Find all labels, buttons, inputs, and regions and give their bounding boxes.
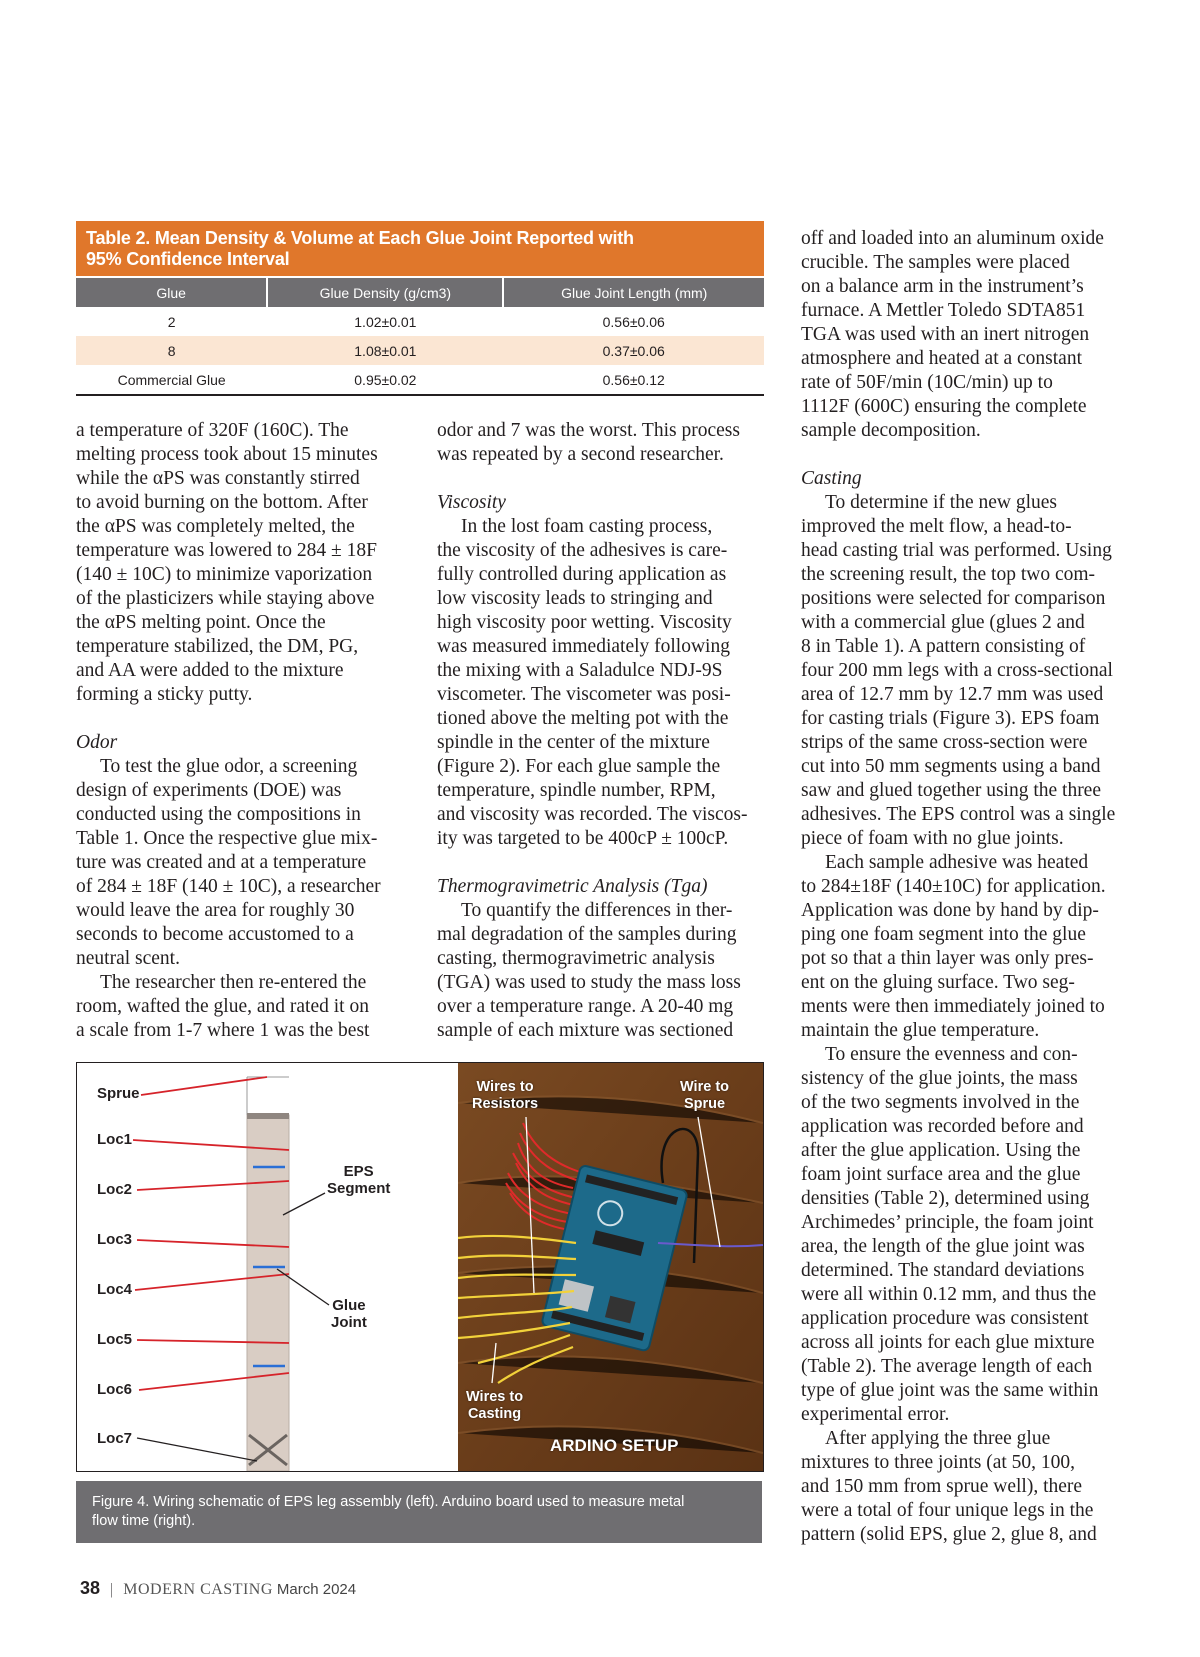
table-cell: Commercial Glue	[76, 365, 267, 395]
text-line: low viscosity leads to stringing and	[437, 588, 713, 609]
paragraph	[801, 227, 1131, 443]
text-line: were all within 0.12 mm, and thus the	[801, 1284, 1097, 1305]
text-line: rate of 50F/min (10C/min) up to	[801, 372, 1053, 393]
photo-title: ARDINO SETUP	[550, 1436, 679, 1455]
text-line: across all joints for each glue mixture	[801, 1332, 1095, 1353]
text-line: 1112F (600C) ensuring the complete	[801, 396, 1087, 417]
text-line: sample decomposition.	[801, 420, 981, 441]
table-cell: 8	[76, 336, 267, 365]
magazine-name: MODERN CASTING	[123, 1581, 273, 1598]
eps-segment-label: EPS Segment	[327, 1163, 391, 1197]
text-line: After applying the three glue	[825, 1428, 1051, 1449]
loc-label: Loc5	[97, 1331, 133, 1348]
text-line: To ensure the evenness and con-	[825, 1044, 1078, 1065]
paragraph	[801, 851, 1131, 1043]
text-line: conducted using the compositions in	[76, 804, 361, 825]
text-line: and AA were added to the mixture	[76, 660, 344, 681]
paragraph	[437, 515, 767, 851]
text-line: melting process took about 15 minutes	[76, 444, 378, 465]
text-line: 8 in Table 1). A pattern consisting of	[801, 636, 1086, 657]
wiring-schematic	[77, 1063, 457, 1471]
text-line: the αPS was completely melted, the	[76, 516, 355, 537]
text-line: temperature, spindle number, RPM,	[437, 780, 716, 801]
body-column-2	[437, 419, 767, 1043]
text-line: for casting trials (Figure 3). EPS foam	[801, 708, 1100, 729]
section-heading-viscosity: Viscosity	[437, 492, 506, 513]
text-line: head casting trial was performed. Using	[801, 540, 1112, 561]
text-line: TGA was used with an inert nitrogen	[801, 324, 1090, 345]
loc-label: Loc7	[97, 1430, 133, 1447]
table-title: Table 2. Mean Density & Volume at Each Glue Joint Reported with 95% Confidence Interval	[76, 221, 764, 276]
glue-joint-label: Glue Joint	[331, 1297, 367, 1331]
text-line: after the glue application. Using the	[801, 1140, 1081, 1161]
text-line: To quantify the differences in ther-	[461, 900, 733, 921]
table-row	[76, 365, 764, 395]
arduino-photo	[458, 1063, 763, 1471]
text-line: Each sample adhesive was heated	[825, 852, 1089, 873]
table-cell: 0.37±0.06	[503, 336, 764, 365]
section-heading-tga: Thermogravimetric Analysis (Tga)	[437, 876, 708, 897]
text-line: odor and 7 was the worst. This process	[437, 420, 740, 441]
photo-label-casting: Wires to Casting	[466, 1389, 524, 1422]
text-line: (Figure 2). For each glue sample the	[437, 756, 721, 777]
text-line: area of 12.7 mm by 12.7 mm was used	[801, 684, 1104, 705]
text-line: application was recorded before and	[801, 1116, 1084, 1137]
text-line: furnace. A Mettler Toledo SDTA851	[801, 300, 1086, 321]
figure-caption: Figure 4. Wiring schematic of EPS leg assembly (left). Arduino board used to measure metal flow time (right).	[76, 1481, 762, 1543]
body-column-1	[76, 419, 406, 1043]
text-line: ments were then immediately joined to	[801, 996, 1105, 1017]
text-line: to avoid burning on the bottom. After	[76, 492, 368, 513]
loc-label: Loc3	[97, 1231, 133, 1248]
text-line: (TGA) was used to study the mass loss	[437, 972, 741, 993]
text-line: densities (Table 2), determined using	[801, 1188, 1090, 1209]
text-line: area, the length of the glue joint was	[801, 1236, 1085, 1257]
text-line: was repeated by a second researcher.	[437, 444, 724, 465]
paragraph	[76, 755, 406, 971]
page-footer	[80, 1578, 356, 1599]
text-line: type of glue joint was the same within	[801, 1380, 1099, 1401]
table-cell: 1.02±0.01	[354, 313, 417, 330]
paragraph	[801, 491, 1131, 851]
text-line: application procedure was consistent	[801, 1308, 1089, 1329]
table-cell: 0.56±0.12	[503, 365, 764, 395]
eps-foam-strip	[247, 1115, 289, 1471]
text-line: would leave the area for roughly 30	[76, 900, 355, 921]
paragraph	[437, 419, 767, 467]
text-line: design of experiments (DOE) was	[76, 780, 342, 801]
text-line: mal degradation of the samples during	[437, 924, 737, 945]
table-cell: 0.95±0.02	[267, 365, 503, 395]
text-line: To test the glue odor, a screening	[100, 756, 358, 777]
table-cell: 1.08±0.01	[267, 336, 503, 365]
schematic-graphic	[77, 1063, 457, 1471]
text-line: pot so that a thin layer was only pres-	[801, 948, 1094, 969]
paragraph	[437, 899, 767, 1043]
text-line: forming a sticky putty.	[76, 684, 253, 705]
loc-label: Loc6	[97, 1381, 133, 1398]
text-line: sample of each mixture was sectioned	[437, 1020, 734, 1041]
text-line: and 150 mm from sprue well), there	[801, 1476, 1083, 1497]
loc-label-sprue: Sprue	[97, 1085, 140, 1102]
photo-label-resistors: Wires to Resistors	[472, 1079, 539, 1112]
text-line: a scale from 1-7 where 1 was the best	[76, 1020, 370, 1041]
table-row	[76, 336, 764, 365]
text-line: mixtures to three joints (at 50, 100,	[801, 1452, 1076, 1473]
text-line: four 200 mm legs with a cross-sectional	[801, 660, 1113, 681]
text-line: temperature was lowered to 284 ± 18F	[76, 540, 377, 561]
text-line: Archimedes’ principle, the foam joint	[801, 1212, 1094, 1233]
text-line: on a balance arm in the instrument’s	[801, 276, 1084, 297]
text-line: room, wafted the glue, and rated it on	[76, 996, 369, 1017]
paragraph	[76, 971, 406, 1043]
text-line: strips of the same cross-section were	[801, 732, 1088, 753]
text-line: the αPS melting point. Once the	[76, 612, 326, 633]
text-line: Application was done by hand by dip-	[801, 900, 1099, 921]
text-line: the mixing with a Saladulce NDJ-9S	[437, 660, 723, 681]
text-line: were a total of four unique legs in the	[801, 1500, 1094, 1521]
text-line: To determine if the new glues	[825, 492, 1058, 513]
issue-date: March 2024	[276, 1581, 357, 1598]
text-line: the viscosity of the adhesives is care-	[437, 540, 728, 561]
text-line: improved the melt flow, a head-to-	[801, 516, 1072, 537]
text-line: was measured immediately following	[437, 636, 730, 657]
text-line: In the lost foam casting process,	[461, 516, 713, 537]
text-line: off and loaded into an aluminum oxide	[801, 228, 1104, 249]
text-line: crucible. The samples were placed	[801, 252, 1070, 273]
table-2	[76, 221, 764, 396]
text-line: of 284 ± 18F (140 ± 10C), a researcher	[76, 876, 381, 897]
text-line: foam joint surface area and the glue	[801, 1164, 1081, 1185]
text-line: atmosphere and heated at a constant	[801, 348, 1083, 369]
paragraph	[76, 419, 406, 707]
text-line: of the plasticizers while staying above	[76, 588, 375, 609]
text-line: sistency of the glue joints, the mass	[801, 1068, 1078, 1089]
text-line: ture was created and at a temperature	[76, 852, 367, 873]
text-line: ity was targeted to be 400cP ± 100cP.	[437, 828, 729, 849]
loc-label: Loc4	[97, 1281, 133, 1298]
body-column-3	[801, 227, 1131, 1547]
text-line: viscometer. The viscometer was posi-	[437, 684, 731, 705]
section-heading-odor: Odor	[76, 732, 118, 753]
figure-4	[76, 1062, 764, 1472]
text-line: saw and glued together using the three	[801, 780, 1101, 801]
text-line: of the two segments involved in the	[801, 1092, 1080, 1113]
text-line: piece of foam with no glue joints.	[801, 828, 1064, 849]
table-row	[76, 307, 764, 336]
text-line: ping one foam segment into the glue	[801, 924, 1086, 945]
text-line: positions were selected for comparison	[801, 588, 1106, 609]
text-line: with a commercial glue (glues 2 and	[801, 612, 1085, 633]
text-line: ent on the gluing surface. Two seg-	[801, 972, 1075, 993]
table-header-cell: Glue Density (g/cm3)	[267, 277, 503, 307]
table-header-row	[76, 277, 764, 307]
text-line: adhesives. The EPS control was a single	[801, 804, 1116, 825]
text-line: neutral scent.	[76, 948, 180, 969]
page-number: 38	[80, 1578, 101, 1598]
table-cell: 2	[167, 313, 176, 330]
table-header-cell: Glue	[76, 277, 267, 307]
text-line: the screening result, the top two com-	[801, 564, 1096, 585]
text-line: pattern (solid EPS, glue 2, glue 8, and	[801, 1524, 1097, 1545]
text-line: (Table 2). The average length of each	[801, 1356, 1093, 1377]
text-line: maintain the glue temperature.	[801, 1020, 1040, 1041]
text-line: spindle in the center of the mixture	[437, 732, 710, 753]
paragraph	[801, 1427, 1131, 1547]
text-line: while the αPS was constantly stirred	[76, 468, 360, 489]
text-line: tioned above the melting pot with the	[437, 708, 729, 729]
density-table	[76, 276, 764, 396]
text-line: high viscosity poor wetting. Viscosity	[437, 612, 732, 633]
text-line: a temperature of 320F (160C). The	[76, 420, 349, 441]
text-line: and viscosity was recorded. The viscos-	[437, 804, 748, 825]
text-line: (140 ± 10C) to minimize vaporization	[76, 564, 373, 585]
text-line: casting, thermogravimetric analysis	[437, 948, 715, 969]
text-line: temperature stabilized, the DM, PG,	[76, 636, 359, 657]
footer-separator: |	[110, 1581, 114, 1598]
section-heading-casting: Casting	[801, 468, 862, 489]
text-line: seconds to become accustomed to a	[76, 924, 354, 945]
photo-label-sprue: Wire to Sprue	[680, 1079, 730, 1112]
text-line: cut into 50 mm segments using a band	[801, 756, 1101, 777]
paragraph	[801, 1043, 1131, 1427]
text-line: determined. The standard deviations	[801, 1260, 1085, 1281]
loc-label: Loc1	[97, 1131, 133, 1148]
table-cell: 0.56±0.06	[602, 313, 665, 330]
loc-label: Loc2	[97, 1181, 133, 1198]
text-line: Table 1. Once the respective glue mix-	[76, 828, 378, 849]
table-header-cell: Glue Joint Length (mm)	[503, 277, 764, 307]
text-line: to 284±18F (140±10C) for application.	[801, 876, 1106, 897]
text-line: over a temperature range. A 20-40 mg	[437, 996, 734, 1017]
text-line: fully controlled during application as	[437, 564, 727, 585]
text-line: experimental error.	[801, 1404, 950, 1425]
text-line: The researcher then re-entered the	[100, 972, 367, 993]
